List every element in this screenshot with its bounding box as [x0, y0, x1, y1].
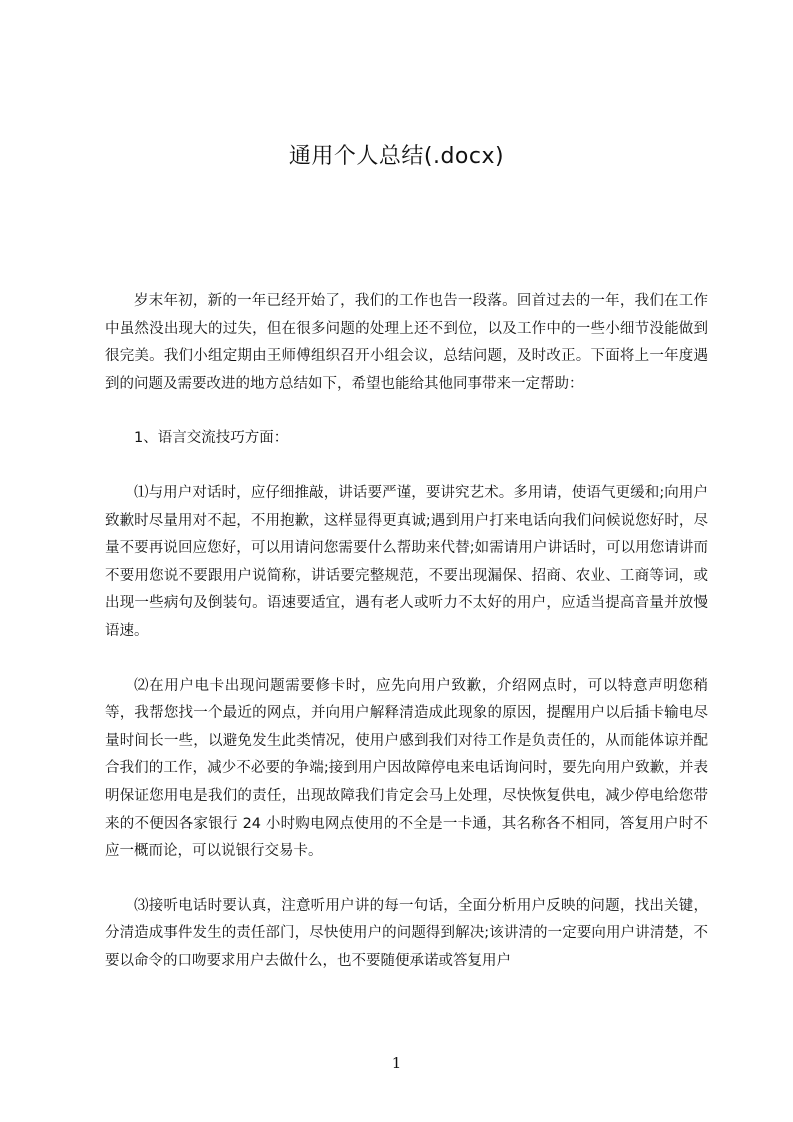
paragraph-intro: 岁末年初，新的一年已经开始了，我们的工作也告一段落。回首过去的一年，我们在工作中虽然没出现大的过失，但在很多问题的处理上还不到位，以及工作中的一些小细节没能做到很完美。我们小组定期由王师傅组织召开小组会议，总结问题，及时改正。下面将上一年度遇到的问题及需要改进的地方总结如下，希望也能给其他同事带来一定帮助：	[105, 293, 708, 392]
document-body	[105, 288, 708, 1002]
paragraph-item-2: ⑵在用户电卡出现问题需要修卡时，应先向用户致歉，介绍网点时，可以特意声明您稍等，我帮您找一个最近的网点，并向用户解释清造成此现象的原因，提醒用户以后插卡输电尽量时间长一些，以避免发生此类情况，使用户感到我们对待工作是负责任的，从而能体谅并配合我们的工作，减少不必要的争端;接到用户因故障停电来电话询问时，要先向用户致歉，并表明保证您用电是我们的责任，出现故障我们肯定会马上处理，尽快恢复供电，减少停电给您带来的不便因各家银行 24 小时购电网点使用的不全是一卡通，其名称各不相同，答复用户时不应一概而论，可以说银行交易卡。	[105, 677, 708, 860]
page-number: 1	[391, 1054, 402, 1072]
paragraph-item-3: ⑶接听电话时要认真，注意听用户讲的每一句话，全面分析用户反映的问题，找出关键，分清造成事件发生的责任部门，尽快使用户的问题得到解决;该讲清的一定要向用户讲清楚，不要以命令的口吻要求用户去做什么，也不要随便承诺或答复用户	[105, 897, 708, 969]
section-heading: 1、语言交流技巧方面：	[134, 430, 289, 447]
paragraph-item-1: ⑴与用户对话时，应仔细推敲，讲话要严谨，要讲究艺术。多用请，使语气更缓和;向用户致歉时尽量用对不起，不用抱歉，这样显得更真诚;遇到用户打来电话向我们问候说您好时，尽量不要再说回应您好，可以用请问您需要什么帮助来代替;如需请用户讲话时，可以用您请讲而不要用您说不要跟用户说简称，讲话要完整规范，不要出现漏保、招商、农业、工商等词，或出现一些病句及倒装句。语速要适宜，遇有老人或听力不太好的用户，应适当提高音量并放慢语速。	[105, 484, 708, 639]
document-title: 通用个人总结(.docx)	[288, 144, 505, 169]
